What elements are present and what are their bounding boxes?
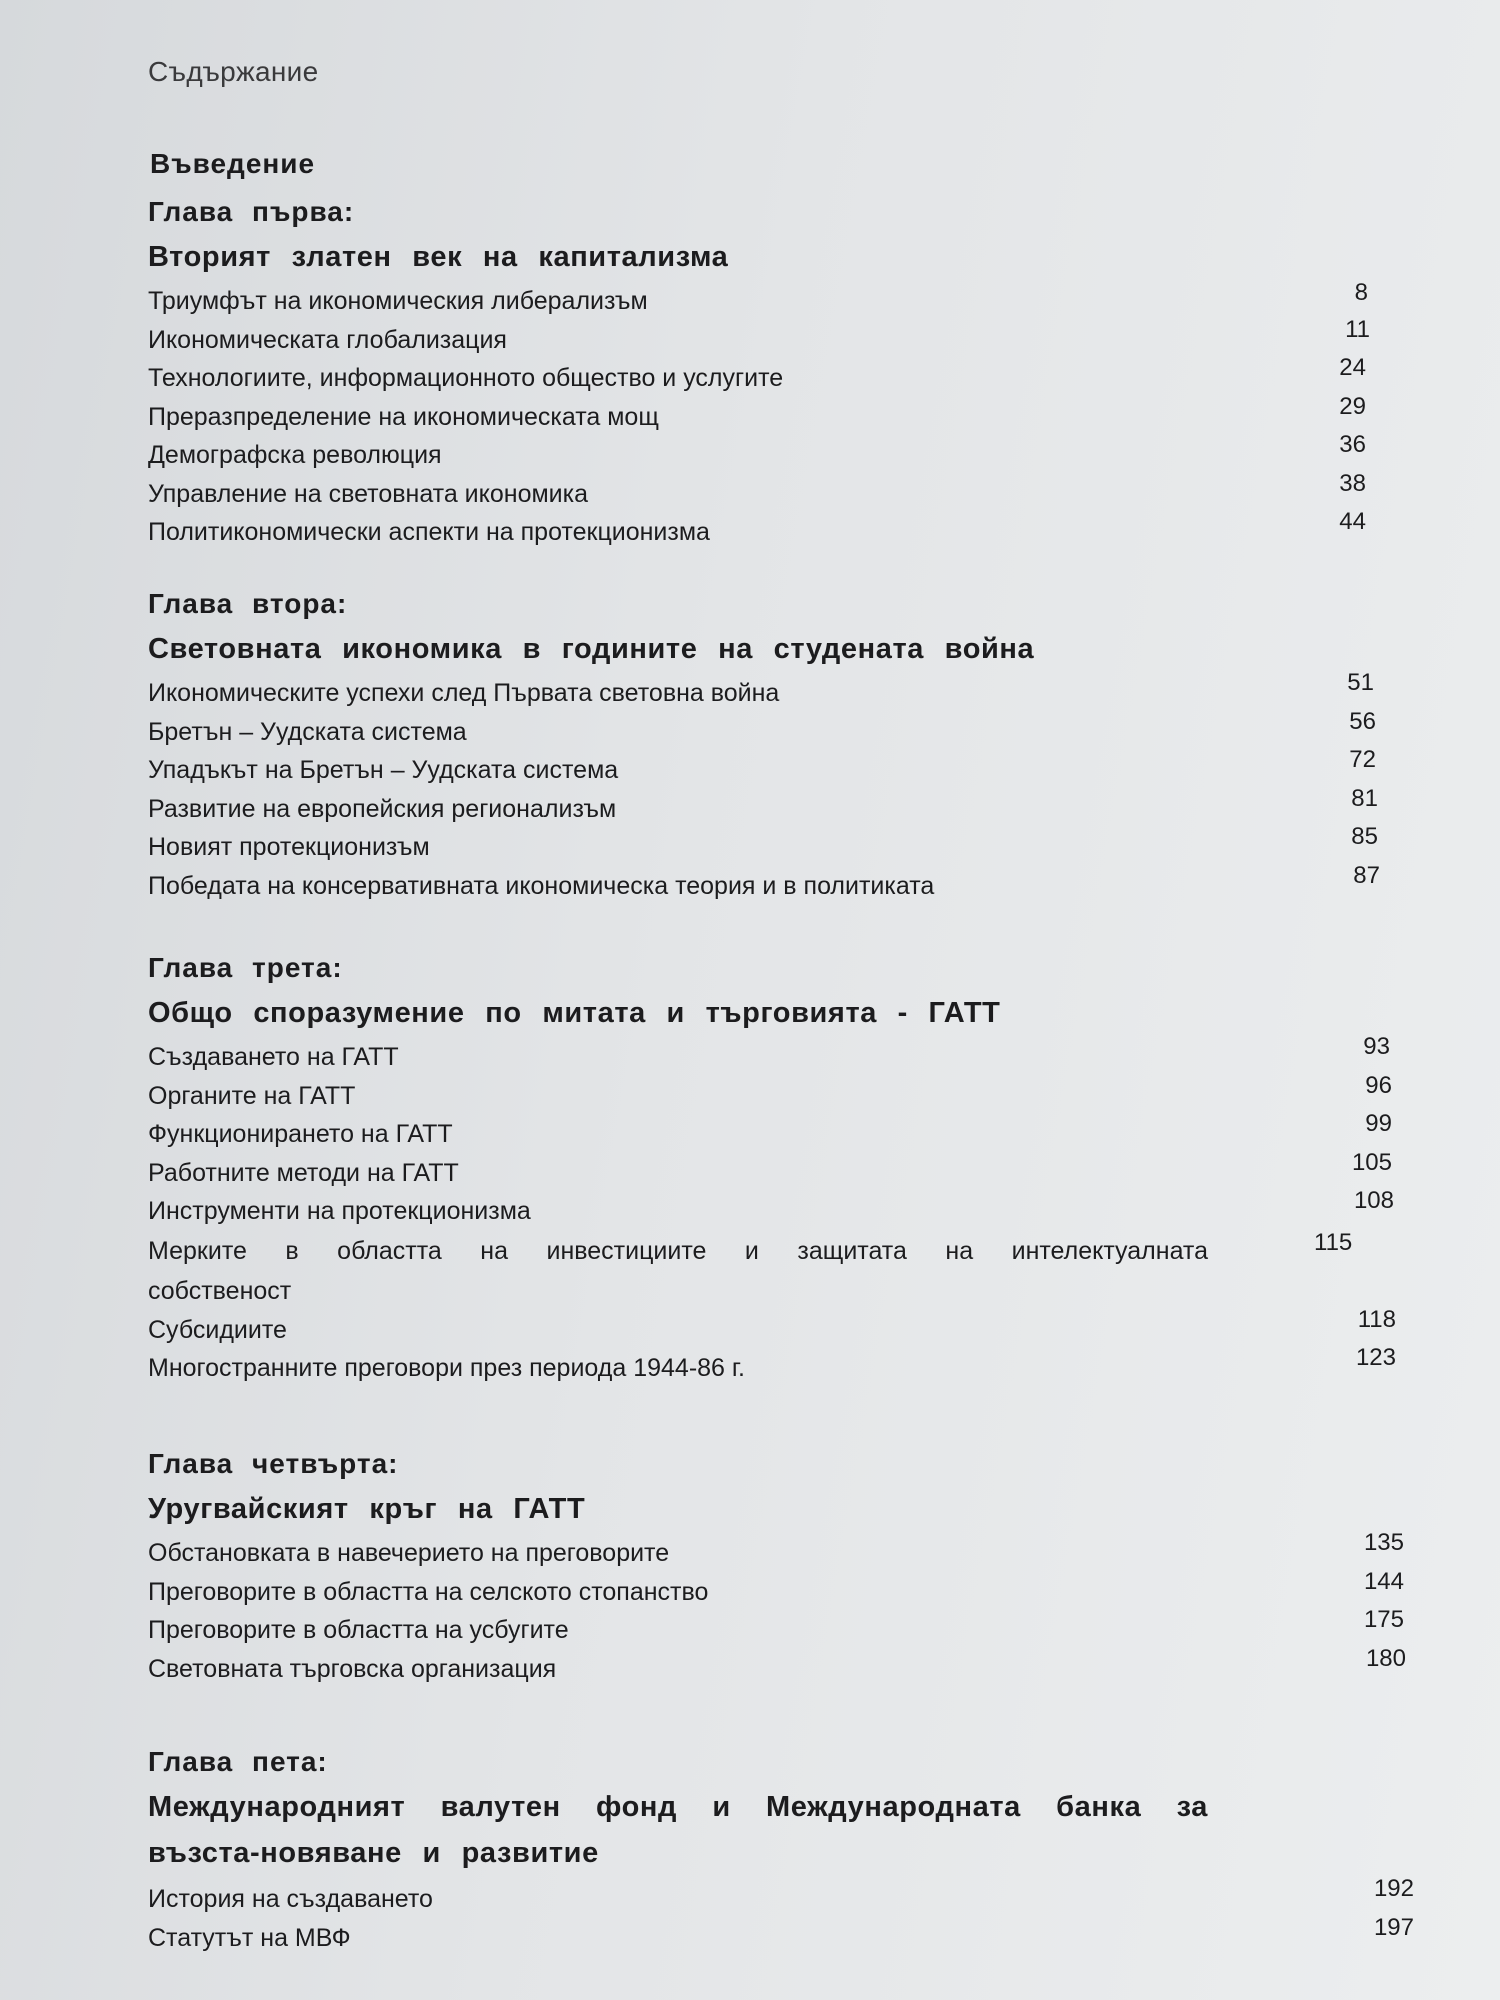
- chapter-title: Международният валутен фонд и Международната банка за възста-новяване и развитие: [148, 1791, 1208, 1869]
- chapter-title: Световната икономика в годините на студената война: [148, 633, 1035, 665]
- toc-page-number: 24: [1339, 354, 1366, 381]
- toc-entry-text: Статутът на МВФ: [148, 1923, 351, 1952]
- toc-entry[interactable]: [148, 1913, 1414, 1958]
- toc-entry[interactable]: [148, 469, 1366, 514]
- toc-entry[interactable]: [148, 431, 1366, 475]
- chapter-2: [148, 582, 1380, 905]
- toc-entry-text: Демографска революция: [148, 441, 442, 469]
- toc-entry[interactable]: [148, 392, 1366, 437]
- toc-page-number: 51: [1347, 669, 1374, 696]
- chapter-5: [148, 1740, 1414, 1957]
- toc-entry-text: Управление на световната икономика: [148, 479, 589, 508]
- toc-page-number: 123: [1355, 1344, 1396, 1371]
- chapter-label: Глава пета:: [148, 1746, 328, 1777]
- toc-entry[interactable]: [148, 508, 1366, 552]
- toc-entry[interactable]: [148, 279, 1368, 321]
- toc-entry-text: Работните методи на ГАТТ: [148, 1158, 459, 1187]
- toc-page-number: 56: [1349, 707, 1376, 735]
- chapter-1: [148, 190, 1370, 552]
- toc-entry-text: Мерките в областта на инвестициите и защитата на интелектуалната собственост: [148, 1236, 1208, 1305]
- toc-entry[interactable]: [148, 1644, 1406, 1689]
- toc-entry[interactable]: [148, 1228, 1353, 1311]
- toc-page-number: 105: [1351, 1148, 1392, 1176]
- chapter-title: Уругвайският кръг на ГАТТ: [148, 1493, 586, 1525]
- toc-entry[interactable]: [148, 861, 1380, 906]
- toc-entry-text: Новият протекционизъм: [148, 833, 430, 861]
- toc-page-number: 108: [1353, 1187, 1394, 1214]
- toc-page-number: 36: [1339, 431, 1366, 458]
- chapter-label: Глава втора:: [148, 588, 348, 619]
- toc-page-number: 144: [1363, 1567, 1404, 1595]
- toc-entry-text: Органите на ГАТТ: [148, 1081, 356, 1110]
- toc-entry[interactable]: [148, 1148, 1392, 1193]
- chapter-3: [148, 946, 1396, 1388]
- toc-entry-text: Развитие на европейския регионализъм: [148, 794, 617, 823]
- toc-entry-text: Субсидиите: [148, 1315, 287, 1344]
- toc-entry-text: Преговорите в областта на селското стопанство: [148, 1577, 709, 1606]
- chapter-4: [148, 1442, 1406, 1688]
- toc-page-number: 135: [1363, 1529, 1404, 1556]
- chapter-label: Глава трета:: [148, 952, 343, 983]
- toc-page-number: 11: [1345, 315, 1370, 343]
- toc-entry[interactable]: [148, 1071, 1392, 1116]
- toc-entry[interactable]: [148, 1110, 1392, 1154]
- toc-entry-text: Упадъкът на Бретън – Уудската система: [148, 756, 619, 784]
- toc-entry[interactable]: [148, 1875, 1414, 1919]
- toc-entry-text: Бретън – Уудската система: [148, 717, 467, 746]
- toc-page-number: 44: [1339, 508, 1366, 535]
- toc-entry[interactable]: [148, 1305, 1396, 1350]
- toc-page-number: 118: [1357, 1305, 1396, 1333]
- toc-entry[interactable]: [148, 315, 1370, 360]
- toc-entry-text: Триумфът на икономическия либерализъм: [148, 287, 648, 315]
- toc-page-number: 192: [1373, 1875, 1414, 1902]
- chapter-label: Глава първа:: [148, 196, 355, 227]
- toc-entry-text: Победата на консервативната икономическа теория и в политиката: [148, 871, 935, 900]
- toc-page-number: 87: [1353, 861, 1380, 889]
- toc-entry-text: Политикономически аспекти на протекционизма: [148, 518, 710, 546]
- toc-entry[interactable]: [148, 823, 1378, 867]
- toc-page-number: 96: [1365, 1071, 1392, 1099]
- toc-entry[interactable]: [148, 1344, 1396, 1388]
- toc-entry[interactable]: [148, 746, 1376, 790]
- toc-page-number: 81: [1351, 784, 1378, 812]
- toc-entry-text: Икономическата глобализация: [148, 325, 507, 354]
- toc-entry[interactable]: [148, 707, 1376, 752]
- page-title: Съдържание: [148, 56, 319, 87]
- toc-page-number: 29: [1339, 392, 1366, 420]
- toc-page-number: 93: [1363, 1033, 1390, 1060]
- chapter-title: Вторият златен век на капитализма: [148, 241, 729, 273]
- toc-entry-text: Функционирането на ГАТТ: [148, 1120, 453, 1148]
- toc-page-number: 85: [1351, 823, 1378, 850]
- toc-entry-text: Създаването на ГАТТ: [148, 1043, 399, 1071]
- chapter-label: Глава четвърта:: [148, 1448, 399, 1479]
- toc-page-number: 115: [1314, 1228, 1353, 1256]
- intro-heading: Въведение: [150, 148, 316, 179]
- toc-entry-text: Световната търговска организация: [148, 1654, 557, 1683]
- toc-page-number: 197: [1373, 1913, 1414, 1941]
- toc-page-number: 180: [1365, 1644, 1406, 1672]
- toc-entry-text: Обстановката в навечерието на преговорите: [148, 1539, 670, 1567]
- toc-entry[interactable]: [148, 1606, 1404, 1650]
- toc-entry[interactable]: [148, 354, 1366, 398]
- toc-entry-text: Инструменти на протекционизма: [148, 1197, 531, 1225]
- toc-entry-text: Преговорите в областта на усбугите: [148, 1616, 569, 1644]
- toc-entry[interactable]: [148, 1529, 1404, 1573]
- toc-entry[interactable]: [148, 669, 1374, 713]
- toc-page-number: 38: [1339, 469, 1366, 497]
- toc-entry[interactable]: [148, 1567, 1404, 1612]
- toc-entry[interactable]: [148, 784, 1378, 829]
- toc-page-number: 72: [1349, 746, 1376, 773]
- chapter-title: Общо споразумение по митата и търговията - ГАТТ: [148, 997, 1001, 1029]
- toc-page-number: 8: [1354, 279, 1368, 306]
- toc-entry-text: Икономическите успехи след Първата световна война: [148, 679, 780, 707]
- toc-entry-text: Преразпределение на икономическата мощ: [148, 402, 659, 431]
- toc-entry[interactable]: [148, 1033, 1390, 1077]
- toc-page-number: 99: [1365, 1110, 1392, 1137]
- toc-entry-text: История на създаването: [148, 1885, 433, 1913]
- toc-entry-text: Многостранните преговори през периода 1944-86 г.: [148, 1354, 745, 1382]
- toc-entry-text: Технологиите, информационното общество и услугите: [148, 364, 784, 392]
- toc-entry[interactable]: [148, 1187, 1394, 1231]
- toc-page-number: 175: [1363, 1606, 1404, 1633]
